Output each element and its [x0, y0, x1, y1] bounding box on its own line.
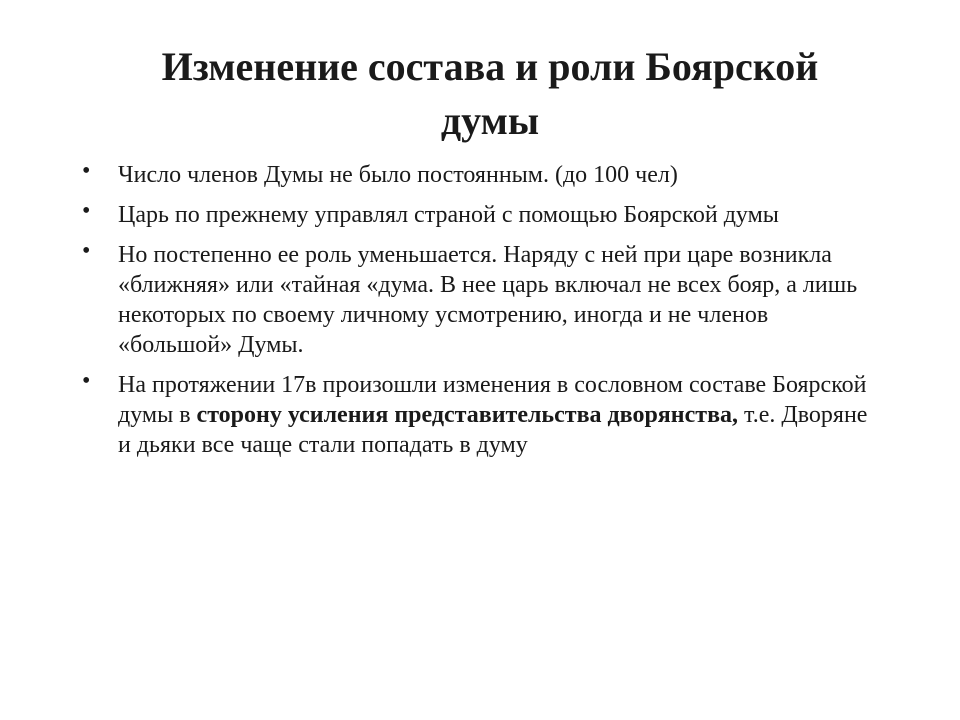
- bullet-text: Царь по прежнему управлял страной с помощью Боярской думы: [118, 202, 779, 228]
- bullet-text-after: т.е. Дворяне и дьяки все чаще стали попадать в думу: [118, 402, 868, 458]
- bullet-item-1: [82, 160, 882, 190]
- bullet-dot-icon: •: [82, 158, 91, 184]
- bullet-dot-icon: •: [82, 198, 91, 224]
- bullet-text-bold: сторону усиления представительства дворянства,: [196, 402, 739, 428]
- bullet-text: Число членов Думы не было постоянным. (до 100 чел): [118, 162, 678, 188]
- bullet-text-before: На протяжении 17в произошли изменения в сословном составе Боярской думы в: [118, 372, 867, 428]
- bullet-list: [82, 160, 882, 470]
- bullet-dot-icon: •: [82, 368, 91, 394]
- slide-title: [80, 40, 900, 148]
- bullet-dot-icon: •: [82, 238, 91, 264]
- title-line-1: Изменение состава и роли Боярской: [161, 44, 819, 89]
- bullet-item-4: [82, 370, 882, 460]
- title-line-2: думы: [440, 98, 540, 143]
- bullet-text: Но постепенно ее роль уменьшается. Наряду с ней при царе возникла «ближняя» или «тайная «дума. В нее царь включал не всех бояр, а лишь некоторых по своему личному усмотрению, иногда и не членов «большой» Думы.: [118, 242, 858, 358]
- bullet-item-3: [82, 240, 882, 360]
- bullet-item-2: [82, 200, 882, 230]
